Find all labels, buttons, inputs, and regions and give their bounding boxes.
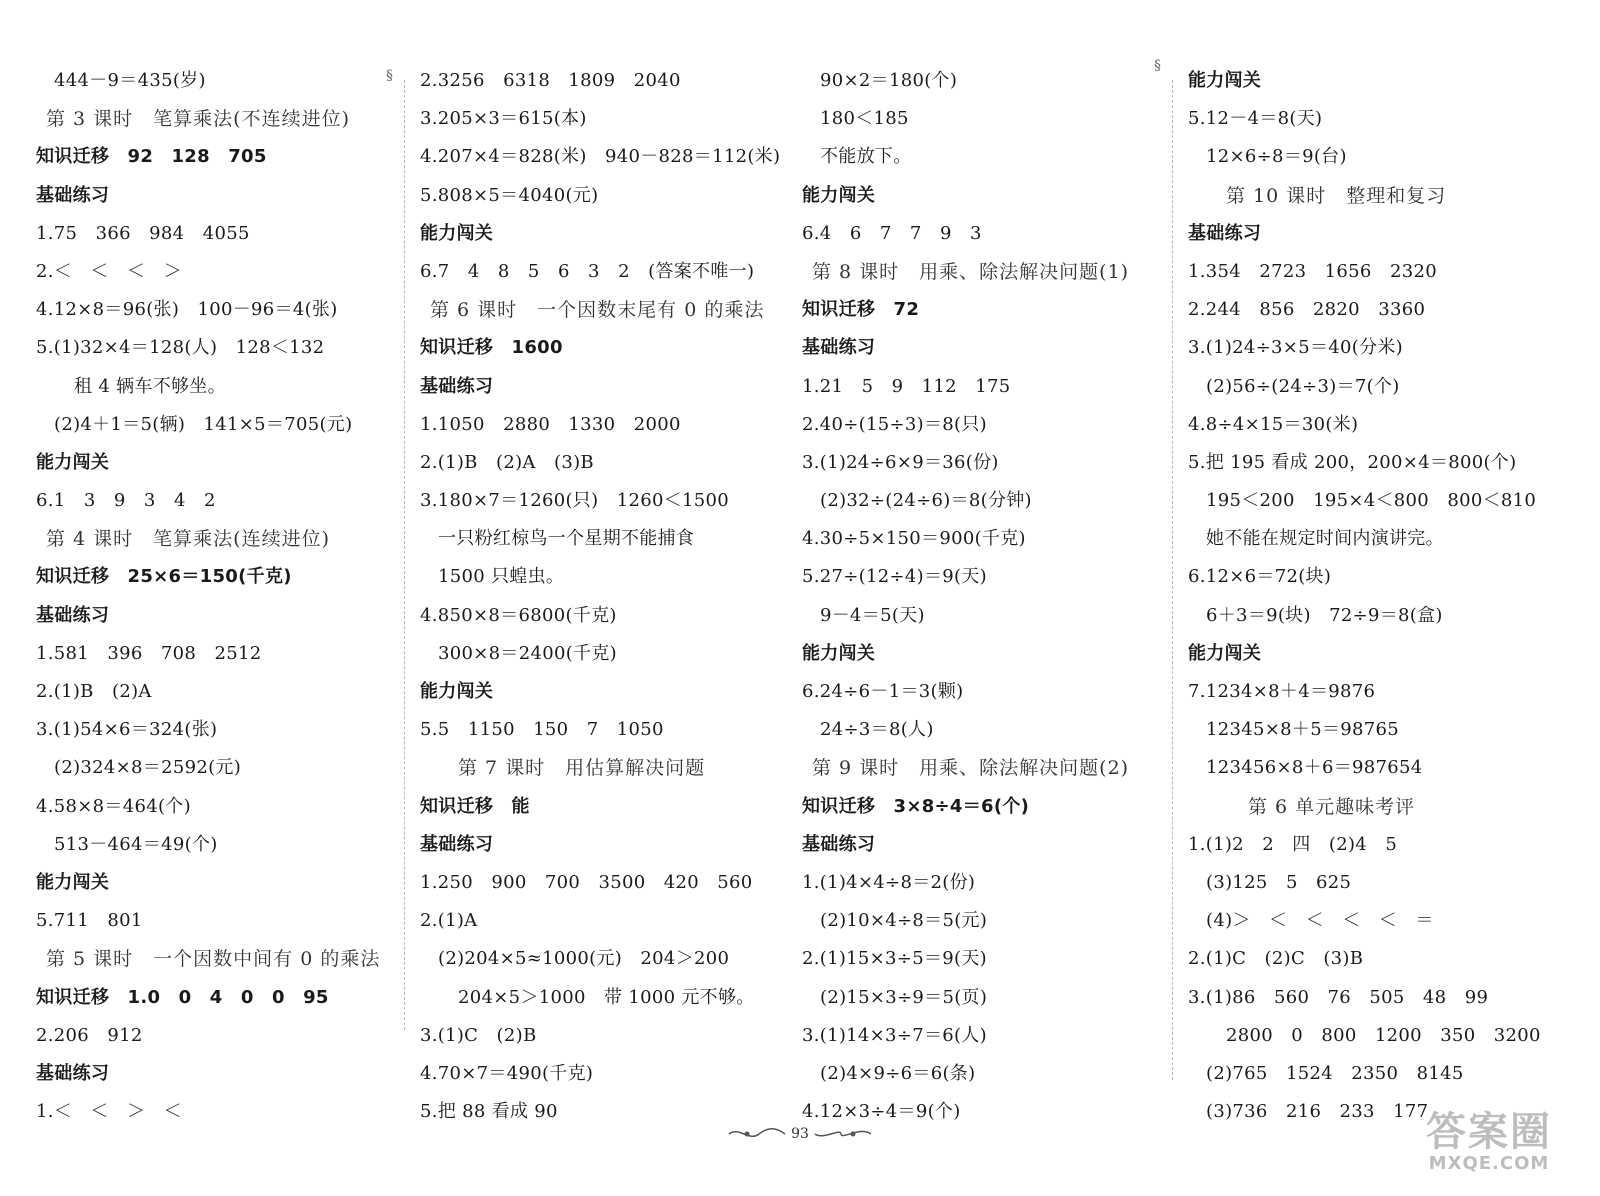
answer-line: 3.(1)54×6＝324(张): [36, 719, 218, 741]
answer-line: 5.把 88 看成 90: [420, 1101, 558, 1123]
section-heading: 知识迁移 25×6＝150(千克): [36, 566, 292, 588]
answer-line: 3.(1)C (2)B: [420, 1024, 537, 1046]
lesson-heading: 第 10 课时 整理和复习: [1226, 184, 1447, 207]
answer-line: 1.354 2723 1656 2320: [1188, 260, 1437, 282]
answer-line: 180＜185: [820, 108, 909, 130]
section-heading: 知识迁移 92 128 705: [36, 146, 267, 168]
answer-line: (4)＞ ＜ ＜ ＜ ＜ ＝: [1206, 910, 1434, 932]
answer-line: (2)32÷(24÷6)＝8(分钟): [820, 490, 1032, 512]
answer-line: (2)324×8＝2592(元): [54, 757, 242, 779]
section-heading: 基础练习: [36, 1062, 110, 1084]
section-heading: 基础练习: [420, 833, 494, 855]
answer-line: (2)4×9÷6＝6(条): [820, 1062, 976, 1084]
answer-line: 3.(1)14×3÷7＝6(人): [802, 1024, 987, 1046]
watermark-bottom-text: MXQE.COM: [1428, 1153, 1550, 1174]
answer-line: (2)765 1524 2350 8145: [1206, 1062, 1464, 1084]
column-4: [1188, 62, 1558, 1131]
answer-line: 6＋3＝9(块) 72÷9＝8(盒): [1206, 604, 1443, 626]
page-number: 93: [791, 1126, 809, 1142]
answer-line: 5.5 1150 150 7 1050: [420, 719, 664, 741]
answer-line: 2.(1)B (2)A: [36, 681, 152, 702]
answer-line: 3.(1)24÷6×9＝36(份): [802, 451, 999, 473]
answer-line: (2)10×4÷8＝5(元): [820, 910, 988, 932]
answer-line: 4.12×8＝96(张) 100－96＝4(张): [36, 299, 338, 321]
section-heading: 基础练习: [802, 833, 876, 855]
answer-line: 她不能在规定时间内演讲完。: [1206, 528, 1444, 550]
column-divider: [404, 80, 405, 1030]
answer-line: 444－9＝435(岁): [54, 70, 206, 91]
answer-line: 195＜200 195×4＜800 800＜810: [1206, 490, 1537, 512]
answer-line: 4.58×8＝464(个): [36, 795, 191, 817]
answer-line: (3)736 216 233 177: [1206, 1101, 1429, 1123]
section-heading: 能力闯关: [36, 451, 110, 473]
answer-line: 5.把 195 看成 200，200×4＝800(个): [1188, 451, 1517, 473]
answer-line: 513－464＝49(个): [54, 833, 218, 855]
answer-line: 6.7 4 8 5 6 3 2 (答案不唯一): [420, 260, 755, 282]
lesson-heading: 第 7 课时 用估算解决问题: [458, 757, 706, 780]
answer-line: 4.8÷4×15＝30(米): [1188, 413, 1359, 435]
ornament-right-icon: [813, 1126, 873, 1142]
answer-line: (2)4＋1＝5(辆) 141×5＝705(元): [54, 413, 353, 435]
answer-line: 1.581 396 708 2512: [36, 642, 262, 664]
answer-line: 204×5＞1000 带 1000 元不够。: [458, 986, 755, 1008]
answer-line: 4.30÷5×150＝900(千克): [802, 528, 1026, 550]
column-1: [36, 62, 396, 1131]
answer-line: 2.(1)A: [420, 910, 478, 932]
section-heading: 能力闯关: [36, 871, 110, 893]
binding-mark-icon: §: [386, 68, 393, 84]
answer-line: 2.244 856 2820 3360: [1188, 299, 1426, 321]
answer-line: 2.(1)15×3÷5＝9(天): [802, 948, 987, 970]
answer-line: 3.205×3＝615(本): [420, 108, 587, 130]
watermark-top-text: 答案圈: [1426, 1109, 1552, 1155]
answer-line: 12×6÷8＝9(台): [1206, 146, 1347, 168]
column-3: [802, 62, 1162, 1131]
section-heading: 能力闯关: [420, 681, 494, 702]
section-heading: 基础练习: [1188, 222, 1262, 244]
answer-line: 2.40÷(15÷3)＝8(只): [802, 413, 987, 435]
column-divider: [1172, 80, 1173, 1080]
answer-line: 4.70×7＝490(千克): [420, 1062, 594, 1084]
ornament-left-icon: [727, 1126, 787, 1142]
answer-line: 6.1 3 9 3 4 2: [36, 490, 216, 512]
answer-line: (2)15×3÷9＝5(页): [820, 986, 988, 1008]
lesson-heading: 第 5 课时 一个因数中间有 0 的乘法: [46, 948, 381, 971]
lesson-heading: 第 3 课时 笔算乘法(不连续进位): [46, 108, 350, 131]
answer-line: 7.1234×8＋4＝9876: [1188, 681, 1376, 702]
lesson-heading: 第 6 单元趣味考评: [1248, 795, 1416, 818]
answer-line: 5.808×5＝4040(元): [420, 184, 599, 206]
answer-line: 1.(1)2 2 四 (2)4 5: [1188, 833, 1398, 855]
answer-line: 1.＜ ＜ ＞ ＜: [36, 1101, 182, 1123]
answer-line: 24÷3＝8(人): [820, 719, 934, 741]
answer-line: 300×8＝2400(千克): [438, 642, 617, 664]
page-footer: [0, 1126, 1600, 1142]
answer-line: 2.206 912: [36, 1024, 143, 1046]
section-heading: 能力闯关: [1188, 70, 1262, 91]
answer-line: 5.(1)32×4＝128(人) 128＜132: [36, 337, 325, 359]
answer-line: 2.3256 6318 1809 2040: [420, 70, 681, 91]
answer-line: 3.(1)86 560 76 505 48 99: [1188, 986, 1489, 1008]
answer-line: 5.711 801: [36, 910, 143, 932]
section-heading: 知识迁移 3×8÷4＝6(个): [802, 795, 1030, 817]
lesson-heading: 第 9 课时 用乘、除法解决问题(2): [812, 757, 1130, 780]
answer-line: 5.27÷(12÷4)＝9(天): [802, 566, 987, 588]
answer-line: 1.(1)4×4÷8＝2(份): [802, 871, 976, 893]
answer-line: 1.75 366 984 4055: [36, 222, 250, 244]
section-heading: 能力闯关: [420, 222, 494, 244]
answer-line: 123456×8＋6＝987654: [1206, 757, 1423, 779]
answer-line: 6.4 6 7 7 9 3: [802, 222, 982, 244]
answer-line: 6.24÷6－1＝3(颗): [802, 681, 964, 702]
answer-line: 2.(1)B (2)A (3)B: [420, 451, 594, 473]
answer-line: 6.12×6＝72(块): [1188, 566, 1332, 588]
section-heading: 知识迁移 1600: [420, 337, 563, 359]
section-heading: 能力闯关: [802, 184, 876, 206]
lesson-heading: 第 4 课时 笔算乘法(连续进位): [46, 528, 330, 551]
section-heading: 知识迁移 72: [802, 299, 920, 321]
section-heading: 能力闯关: [1188, 642, 1262, 664]
answer-line: 4.850×8＝6800(千克): [420, 604, 617, 626]
answer-line: 4.207×4＝828(米) 940－828＝112(米): [420, 146, 781, 168]
answer-line: 1.1050 2880 1330 2000: [420, 413, 681, 435]
answer-line: 1500 只蝗虫。: [438, 566, 565, 588]
answer-line: 1.21 5 9 112 175: [802, 375, 1011, 397]
section-heading: 基础练习: [36, 184, 110, 206]
answer-line: 5.12－4＝8(天): [1188, 108, 1323, 130]
answer-line: 1.250 900 700 3500 420 560: [420, 871, 753, 893]
answer-line: 租 4 辆车不够坐。: [74, 375, 226, 397]
lesson-heading: 第 6 课时 一个因数末尾有 0 的乘法: [430, 299, 765, 322]
answer-line: 一只粉红椋鸟一个星期不能捕食: [438, 528, 695, 550]
answer-line: 不能放下。: [820, 146, 912, 168]
answer-line: (3)125 5 625: [1206, 871, 1352, 893]
lesson-heading: 第 8 课时 用乘、除法解决问题(1): [812, 260, 1130, 283]
answer-line: 3.(1)24÷3×5＝40(分米): [1188, 337, 1403, 359]
answer-line: 90×2＝180(个): [820, 70, 958, 91]
answer-line: 9－4＝5(天): [820, 604, 925, 626]
answer-line: 2.(1)C (2)C (3)B: [1188, 948, 1364, 970]
answer-line: 4.12×3÷4＝9(个): [802, 1101, 961, 1123]
section-heading: 基础练习: [802, 337, 876, 359]
answer-line: 3.180×7＝1260(只) 1260＜1500: [420, 490, 730, 512]
answer-line: 12345×8＋5＝98765: [1206, 719, 1400, 741]
answer-line: 2.＜ ＜ ＜ ＞: [36, 260, 182, 282]
watermark-logo: [1414, 1110, 1564, 1180]
section-heading: 知识迁移 能: [420, 795, 530, 817]
section-heading: 知识迁移 1.0 0 4 0 0 95: [36, 986, 329, 1008]
section-heading: 基础练习: [36, 604, 110, 626]
column-2: [420, 62, 790, 1131]
answer-line: (2)56÷(24÷3)＝7(个): [1206, 375, 1400, 397]
section-heading: 基础练习: [420, 375, 494, 397]
binding-mark-icon: §: [1154, 58, 1161, 74]
answer-line: 2800 0 800 1200 350 3200: [1226, 1024, 1541, 1046]
answer-line: (2)204×5≈1000(元) 204＞200: [438, 948, 730, 970]
section-heading: 能力闯关: [802, 642, 876, 664]
